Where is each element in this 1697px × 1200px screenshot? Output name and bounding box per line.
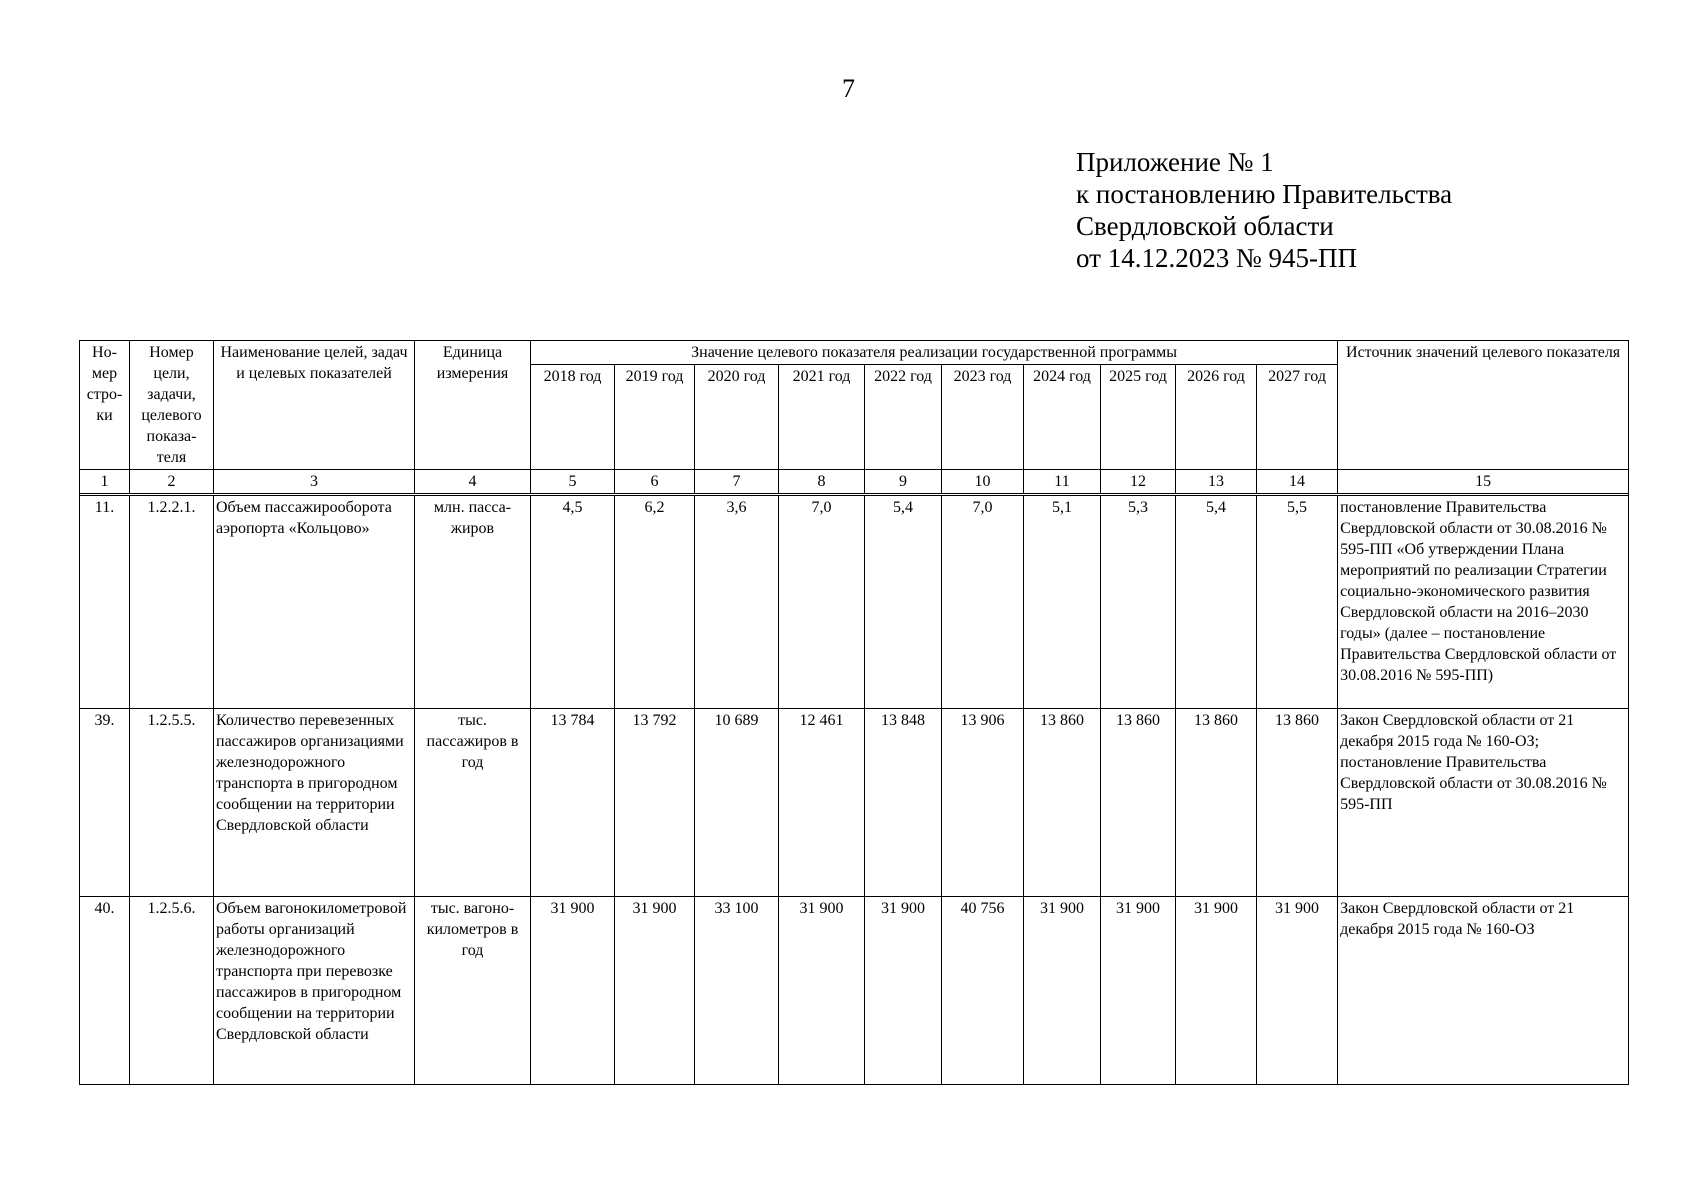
row-value: 13 860 — [1024, 709, 1101, 897]
row-value: 12 461 — [779, 709, 865, 897]
header-year: 2019 год — [615, 365, 695, 470]
row-source: Закон Свердловской области от 21 декабря 2015 года № 160-ОЗ — [1338, 897, 1629, 1085]
row-value: 5,4 — [1176, 496, 1257, 709]
row-unit: млн. пасса-жиров — [415, 496, 531, 709]
header-year: 2027 год — [1257, 365, 1338, 470]
column-number: 14 — [1257, 470, 1338, 494]
appendix-line-2: к постановлению Правительства — [1076, 179, 1453, 209]
appendix-block — [1076, 146, 1452, 274]
table-row — [80, 709, 1629, 897]
row-name: Объем вагонокилометровой работы организаций железнодорожного транспорта при перевозке пассажиров в пригородном сообщении на территории Свердловской области — [214, 897, 415, 1085]
column-number: 15 — [1338, 470, 1629, 494]
row-value: 7,0 — [779, 496, 865, 709]
column-number: 5 — [531, 470, 615, 494]
row-code: 1.2.5.6. — [130, 897, 214, 1085]
row-value: 31 900 — [865, 897, 942, 1085]
row-number: 11. — [80, 496, 130, 709]
row-source: постановление Правительства Свердловской области от 30.08.2016 № 595-ПП «Об утверждении Плана мероприятий по реализации Стратегии социально-экономического развития Свердловской области на 2016–2030 годы» (далее – постановление Правительства Свердловской области от 30.08.2016 № 595-ПП) — [1338, 496, 1629, 709]
column-number: 12 — [1101, 470, 1176, 494]
header-year: 2024 год — [1024, 365, 1101, 470]
header-row — [80, 341, 1629, 365]
header-year: 2025 год — [1101, 365, 1176, 470]
row-value: 31 900 — [615, 897, 695, 1085]
header-year: 2023 год — [942, 365, 1024, 470]
row-source: Закон Свердловской области от 21 декабря 2015 года № 160-ОЗ; постановление Правительства Свердловской области от 30.08.2016 № 595-ПП — [1338, 709, 1629, 897]
column-number: 3 — [214, 470, 415, 494]
row-value: 13 784 — [531, 709, 615, 897]
row-value: 5,5 — [1257, 496, 1338, 709]
appendix-line-1: Приложение № 1 — [1076, 147, 1274, 177]
row-value: 31 900 — [1101, 897, 1176, 1085]
header-year: 2022 год — [865, 365, 942, 470]
column-number: 2 — [130, 470, 214, 494]
column-number: 10 — [942, 470, 1024, 494]
row-value: 4,5 — [531, 496, 615, 709]
row-value: 10 689 — [695, 709, 779, 897]
row-value: 31 900 — [1257, 897, 1338, 1085]
column-number: 9 — [865, 470, 942, 494]
header-source: Источник значений целевого показателя — [1338, 341, 1629, 470]
row-value: 7,0 — [942, 496, 1024, 709]
row-value: 31 900 — [1024, 897, 1101, 1085]
column-number: 7 — [695, 470, 779, 494]
column-number: 11 — [1024, 470, 1101, 494]
row-value: 5,1 — [1024, 496, 1101, 709]
appendix-line-4: от 14.12.2023 № 945-ПП — [1076, 243, 1357, 273]
row-value: 40 756 — [942, 897, 1024, 1085]
header-values-group: Значение целевого показателя реализации государственной программы — [531, 341, 1338, 365]
header-year: 2018 год — [531, 365, 615, 470]
row-value: 6,2 — [615, 496, 695, 709]
header-unit: Единица измерения — [415, 341, 531, 470]
row-name: Количество перевезенных пассажиров организациями железнодорожного транспорта в пригородном сообщении на территории Свердловской области — [214, 709, 415, 897]
row-value: 33 100 — [695, 897, 779, 1085]
row-value: 3,6 — [695, 496, 779, 709]
header-year: 2021 год — [779, 365, 865, 470]
row-unit: тыс. вагоно-километров в год — [415, 897, 531, 1085]
row-value: 5,4 — [865, 496, 942, 709]
row-number: 39. — [80, 709, 130, 897]
row-number: 40. — [80, 897, 130, 1085]
column-number: 1 — [80, 470, 130, 494]
row-value: 13 860 — [1257, 709, 1338, 897]
row-value: 5,3 — [1101, 496, 1176, 709]
row-value: 13 860 — [1176, 709, 1257, 897]
appendix-line-3: Свердловской области — [1076, 211, 1334, 241]
column-number: 4 — [415, 470, 531, 494]
header-name: Наименование целей, задач и целевых показателей — [214, 341, 415, 470]
indicators-table — [79, 340, 1629, 1085]
row-name: Объем пассажирооборота аэропорта «Кольцово» — [214, 496, 415, 709]
row-value: 31 900 — [779, 897, 865, 1085]
header-year: 2020 год — [695, 365, 779, 470]
header-year: 2026 год — [1176, 365, 1257, 470]
row-value: 13 848 — [865, 709, 942, 897]
row-value: 13 792 — [615, 709, 695, 897]
header-row-number: Но-мер стро-ки — [80, 341, 130, 470]
page-number: 7 — [842, 74, 855, 103]
row-value: 13 906 — [942, 709, 1024, 897]
row-value: 31 900 — [531, 897, 615, 1085]
row-value: 13 860 — [1101, 709, 1176, 897]
column-number: 8 — [779, 470, 865, 494]
column-number: 6 — [615, 470, 695, 494]
column-number: 13 — [1176, 470, 1257, 494]
row-code: 1.2.5.5. — [130, 709, 214, 897]
header-goal-number: Номер цели, задачи, целевого показа-теля — [130, 341, 214, 470]
row-value: 31 900 — [1176, 897, 1257, 1085]
table-row — [80, 496, 1629, 709]
table-row — [80, 897, 1629, 1085]
column-numbers-row — [80, 470, 1629, 494]
row-code: 1.2.2.1. — [130, 496, 214, 709]
row-unit: тыс. пассажиров в год — [415, 709, 531, 897]
